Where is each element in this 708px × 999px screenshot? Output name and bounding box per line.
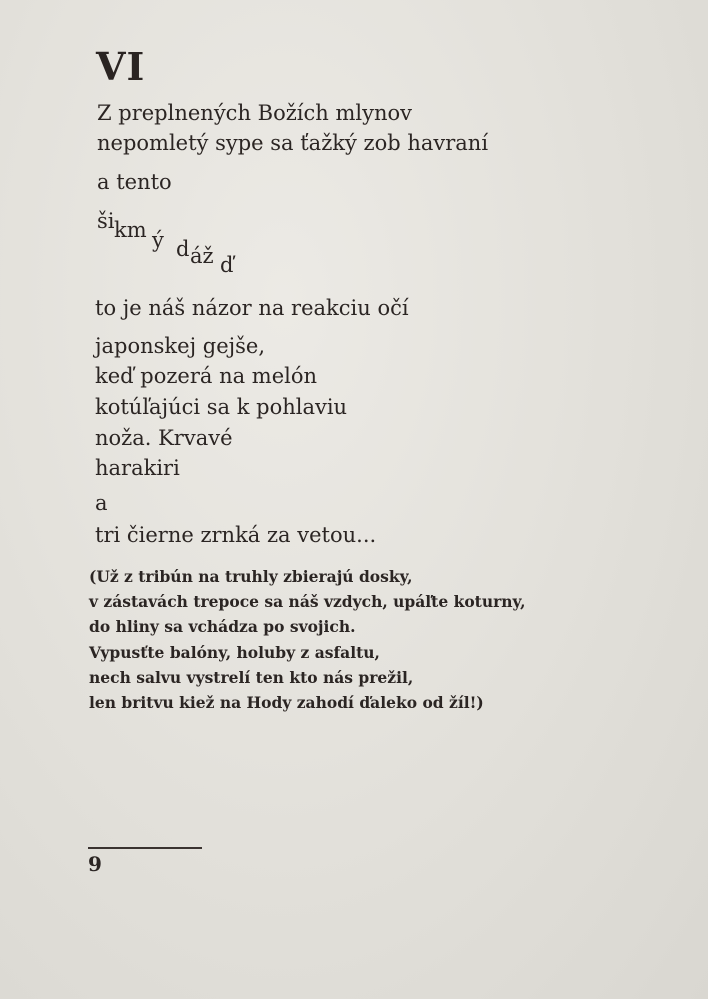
stair-fragment: ý	[152, 228, 164, 252]
stair-fragment: áž	[190, 244, 214, 268]
poem-line: keď pozerá na melón	[95, 364, 318, 388]
stair-fragment: ď	[220, 253, 234, 277]
poem-line: Z preplnených Božích mlynov	[97, 101, 412, 125]
parenthetical-line: len britvu kiež na Hody zahodí ďaleko od žíl!)	[89, 693, 484, 712]
poem-line: to je náš názor na reakciu očí	[95, 296, 409, 320]
poem-line: noža. Krvavé	[95, 426, 233, 450]
page-number: 9	[88, 852, 102, 876]
stair-fragment: km	[114, 218, 147, 242]
stair-fragment: ši	[97, 209, 115, 233]
parenthetical-line: nech salvu vystrelí ten kto nás prežil,	[89, 668, 414, 687]
poem-title: VI	[96, 44, 146, 89]
poem-line: nepomletý sype sa ťažký zob havraní	[97, 131, 489, 155]
parenthetical-line: do hliny sa vchádza po svojich.	[89, 617, 356, 636]
poem-line: a tento	[97, 170, 172, 194]
poem-line: harakiri	[95, 456, 180, 480]
poem-line: kotúľajúci sa k pohlaviu	[95, 395, 348, 419]
stair-fragment: d	[176, 237, 190, 261]
poem-line: a	[95, 491, 108, 515]
parenthetical-line: v zástavách trepoce sa náš vzdych, upáľte koturny,	[89, 592, 526, 611]
poem-line: tri čierne zrnká za vetou...	[95, 523, 377, 547]
parenthetical-line: Vypusťte balóny, holuby z asfaltu,	[89, 643, 380, 662]
footer-rule	[88, 847, 202, 849]
parenthetical-line: (Už z tribún na truhly zbierajú dosky,	[89, 567, 413, 586]
poem-line: japonskej gejše,	[95, 334, 266, 358]
